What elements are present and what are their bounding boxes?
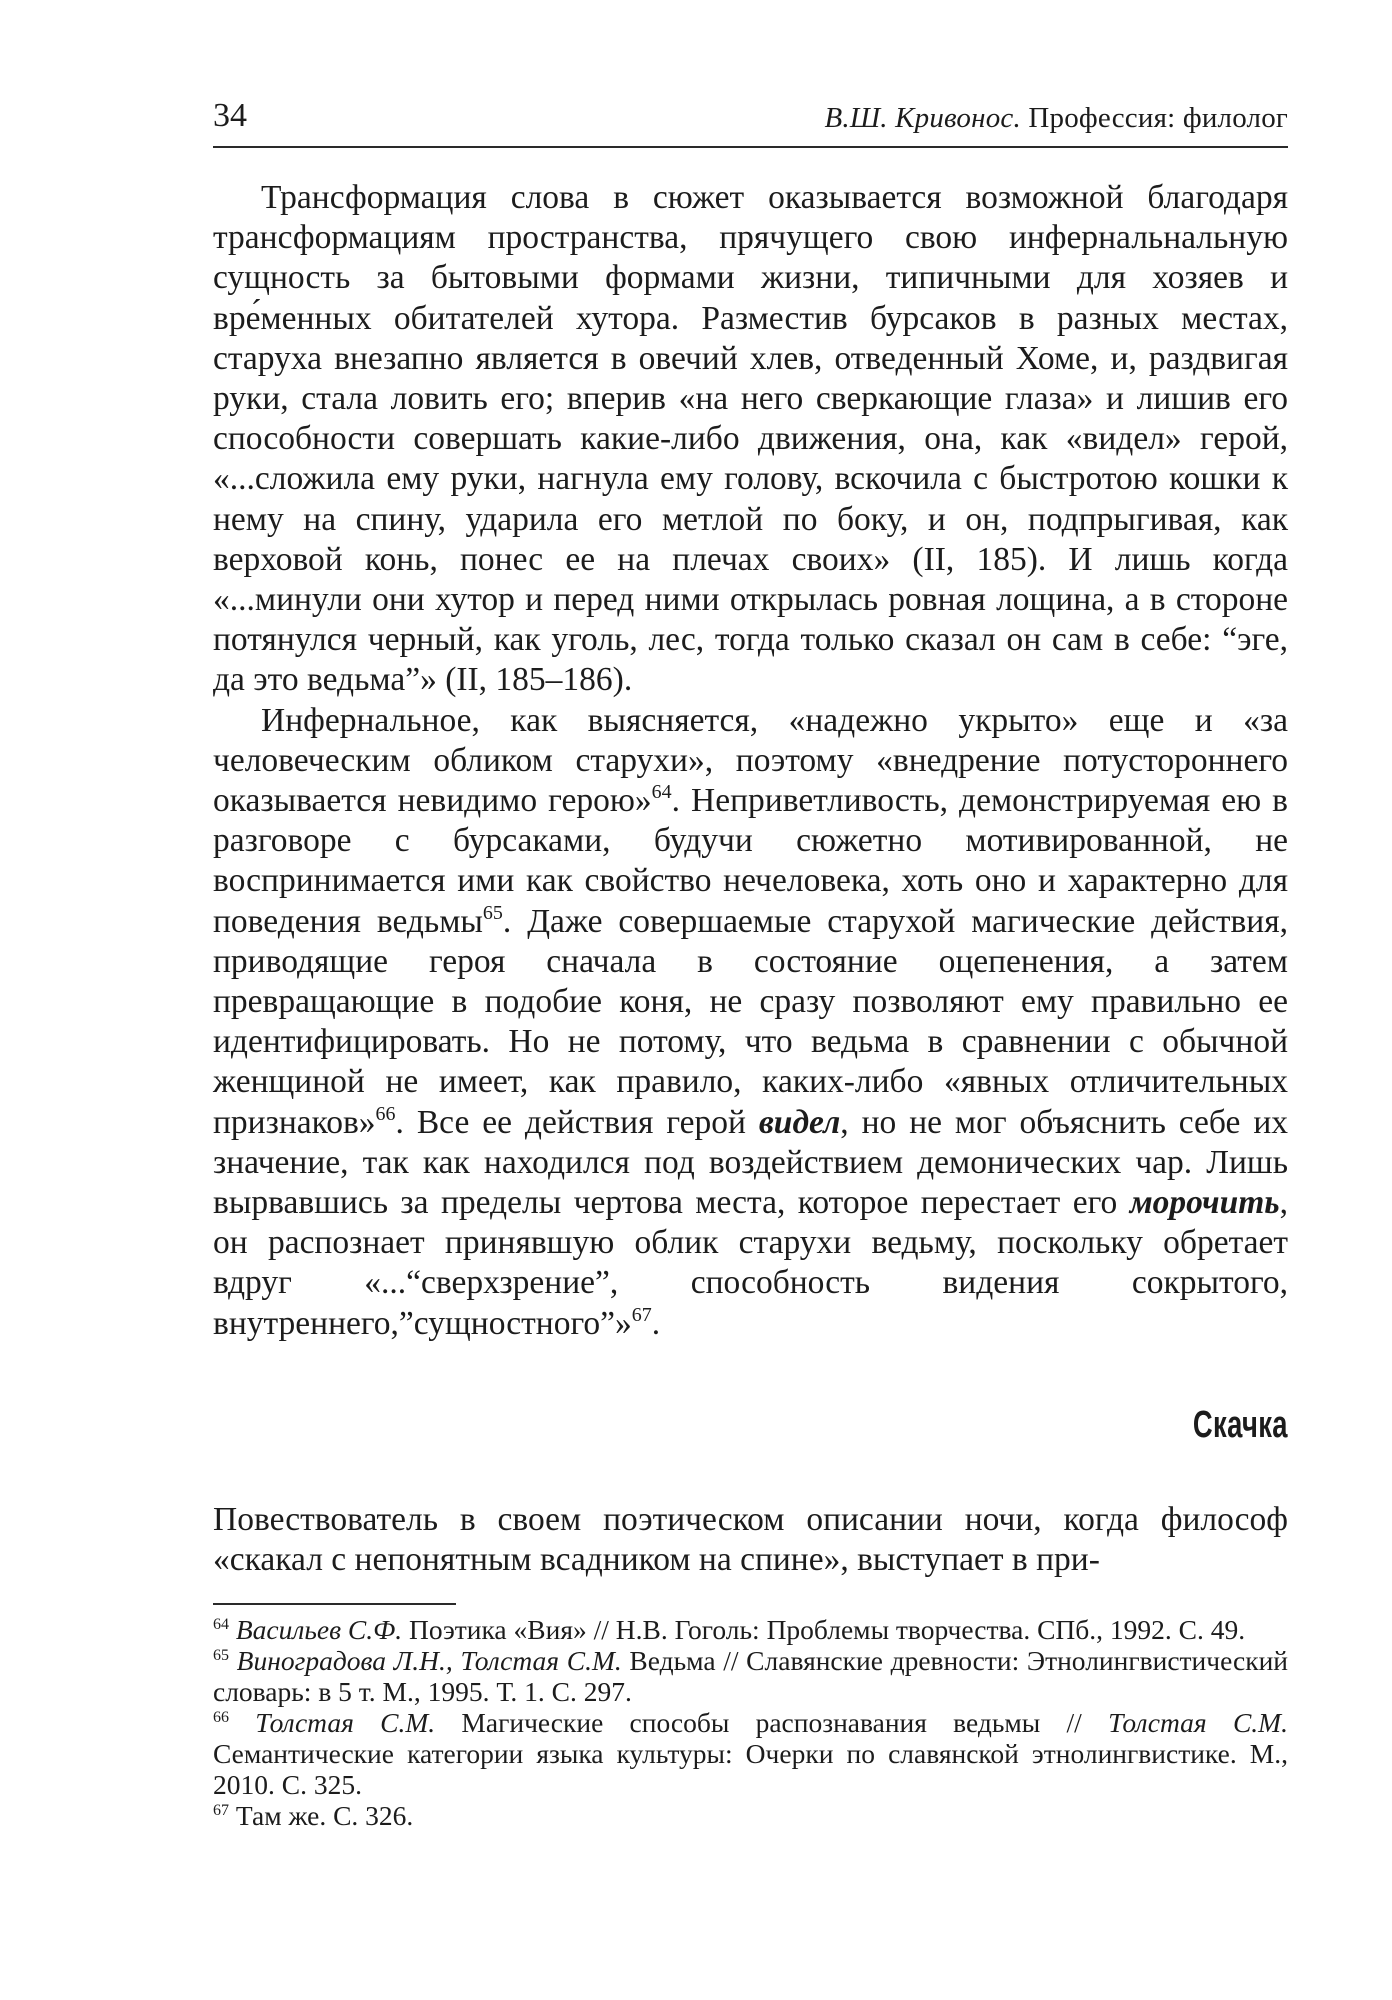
running-head-author: В.Ш. Кривонос. [824, 102, 1021, 134]
footnote-author: Толстая С.М. [255, 1707, 436, 1738]
footnote-66: $^{66}$ Толстая С.М. Магические способы распознавания ведьмы // Толстая С.М. Семантические категории языка культуры: Очерки по славянской этнолингвистике. М., 2010. С. 325. [213, 1707, 1288, 1800]
footnotes [213, 1614, 1288, 1831]
footnote-author: Виноградова Л.Н., Толстая С.М. [236, 1645, 622, 1676]
footnote-64: $^{64}$ Васильев С.Ф. Поэтика «Вия» // Н.В. Гоголь: Проблемы творчества. СПб., 1992. С. 49. [213, 1614, 1246, 1645]
footnote-author: Васильев С.Ф. [235, 1614, 403, 1645]
running-head-title: Профессия: филолог [1028, 102, 1288, 134]
section-text [213, 1500, 1288, 1580]
footnote-67: $^{67}$ Там же. С. 326. [213, 1800, 414, 1831]
emphasis-morochit: морочить [1129, 1184, 1280, 1222]
page-number: 34 [213, 97, 247, 134]
page-header [213, 96, 1288, 140]
footnote-ref-66: 66 [375, 1102, 396, 1125]
footnote-author: Толстая С.М. [1108, 1707, 1288, 1738]
footnote-ref-67: 67 [631, 1303, 652, 1326]
paragraph-1: Трансформация слова в сюжет оказывается возможной благодаря трансформациям пространства, прячущего свою инфернальнальную сущность за бытовыми формами жизни, типичными для хозяев и вре́менных обитателей хутора. Разместив бурсаков в разных местах, старуха внезапно является в овечий хлев, отведенный Хоме, и, раздвигая руки, стала ловить его; вперив «на него сверкающие глаза» и лишив его способности совершать какие-либо движения, она, как «видел» герой, «...сложила ему руки, нагнула ему голову, вскочила с быстротою кошки к нему на спину, ударила его метлой по боку, и он, подпрыгивая, как верховой конь, понес ее на плечах своих» (II, 185). И лишь когда «...минули они хутор и перед ними открылась ровная лощина, а в стороне потянулся черный, как уголь, лес, тогда только сказал он сам в себе: “эге, да это ведьма”» (II, 185–186). [213, 179, 1288, 699]
main-text [213, 178, 1288, 1344]
footnote-65: $^{65}$ Виноградова Л.Н., Толстая С.М. Ведьма // Славянские древности: Этнолингвистический словарь: в 5 т. М., 1995. Т. 1. С. 297. [213, 1645, 1288, 1707]
emphasis-videl: видел [758, 1103, 841, 1141]
footnote-ref-65: 65 [482, 901, 503, 924]
running-head [824, 100, 1288, 136]
paragraph-2: Инфернальное, как выясняется, «надежно укрыто» еще и «за человеческим обликом старухи», поэтому «внедрение потустороннего оказывается невидимо герою»$^{64}$. Неприветливость, демонстрируемая ею в разговоре с бурсаками, будучи сюжетно мотивированной, не воспринимается ими как свойство нечеловека, хоть оно и характерно для поведения ведьмы$^{65}$. Даже совершаемые старухой магические действия, приводящие героя сначала в состояние оцепенения, а затем превращающие в подобие коня, не сразу позволяют ему правильно ее идентифицировать. Но не потому, что ведьма в сравнении с обычной женщиной не имеет, как правило, каких-либо «явных отличительных признаков»$^{66}$. Все ее действия герой видел, но не мог объяснить себе их значение, так как находился под воздействием демонических чар. Лишь вырвавшись за пределы чертова места, которое перестает его морочить, он распознает принявшую облик старухи ведьму, поскольку обретает вдруг «...“сверхзрение”, способность видения сокрытого, внутреннего,”сущностного”»$^{67}$. [213, 701, 1289, 1342]
section-heading: Скачка [1193, 1404, 1288, 1446]
header-rule [213, 146, 1288, 148]
footnote-ref-64: 64 [651, 781, 672, 804]
footnote-rule [213, 1603, 456, 1605]
paragraph-3: Повествователь в своем поэтическом описании ночи, когда философ «скакал с непонятным всадником на спине», выступает в при- [213, 1501, 1288, 1579]
